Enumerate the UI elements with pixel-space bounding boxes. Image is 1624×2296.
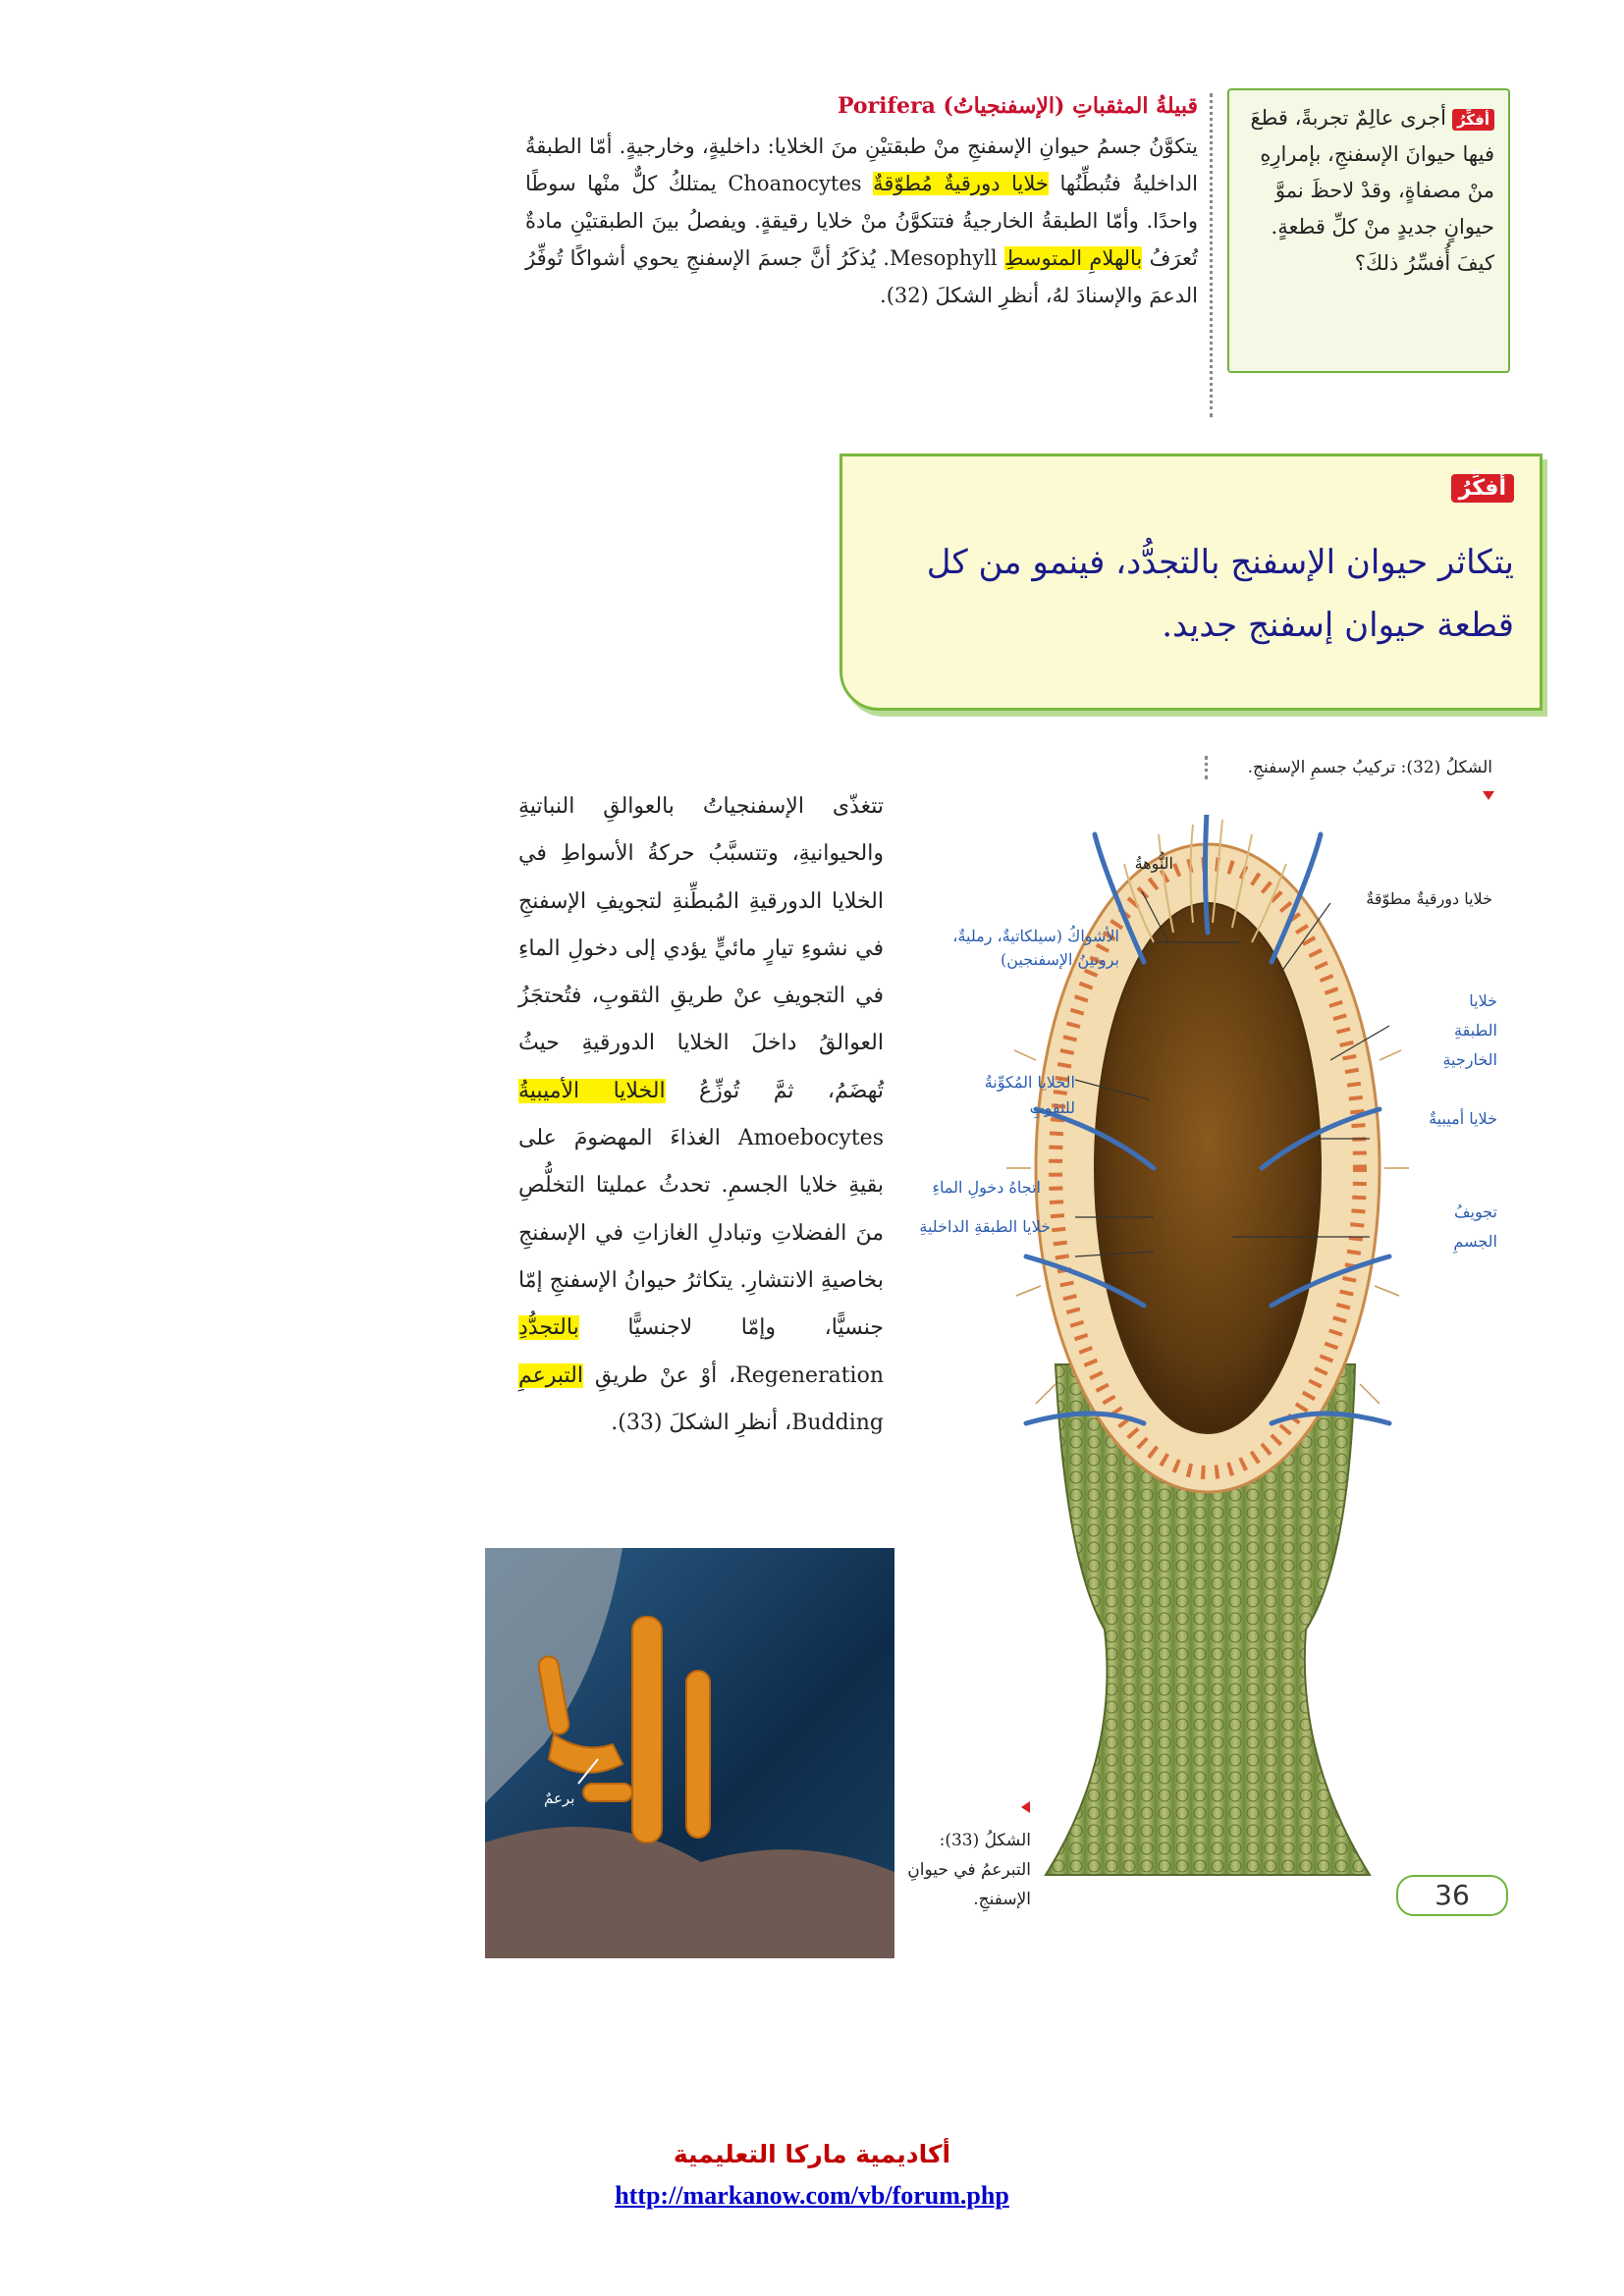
label-water-direction: اتجاهُ دخولِ الماءِ (932, 1178, 1041, 1197)
highlight-budding: التبرعمِ (518, 1362, 583, 1388)
body-text-1: تتغذّى الإسفنجياتُ بالعوالقِ النباتيةِ والحيوانيةِ، وتتسبَّبُ حركةُ الأسواطِ في الخلايا الدورقيةِ المُبطِّنةِ لتجويفِ الإسفنجِ في نشوءِ تيارٍ مائيٍّ يؤدي إلى دخولِ الماءِ في التجويفِ عنْ طريقِ الثقوبِ، فتُحتجَزُ العوالقُ داخلَ الخلايا الدورقيةِ حيثُ تُهضَمُ، ثمَّ تُوزِّعُ (518, 794, 885, 1103)
label-collar-cells: خلايا دورقيةٌ مطوّقةٌ (1366, 889, 1492, 908)
highlight-mesophyll: بالهلامِ المتوسطِ (1003, 246, 1143, 270)
intro-text-2: Choanocytes يمتلكُ كلٌّ منْها سوطًا واحدًا. وأمّا الطبقةُ الخارجيةُ فتتكوَّنُ منْ خلايا رقيقةٍ. ويفصلُ بينَ الطبقتيْنِ مادةٌ تُعرَفُ (525, 172, 1198, 270)
sponge-body-cavity (1095, 903, 1321, 1433)
label-body-cavity: تجويفُ الجسمِ (1453, 1202, 1497, 1251)
body-paragraph (518, 783, 884, 1447)
label-spicules: الأشواكُ (سيلكاتيةٌ، رمليةٌ، بروتينُ الإسفنجين) (952, 927, 1119, 969)
footer-academy-name: أكاديمية ماركا التعليمية (673, 2140, 951, 2168)
footer-link[interactable]: http://markanow.com/vb/forum.php (615, 2181, 1009, 2210)
sponge-budding-photo (485, 1548, 894, 1958)
page-number: 36 (1396, 1875, 1508, 1916)
figure-divider (1205, 756, 1208, 779)
answer-badge: أفكِّرُ (1451, 474, 1514, 503)
think-badge: أفكِّرُ (1452, 109, 1494, 131)
label-osculum: النُّوهةُ (1134, 854, 1173, 873)
body-text-4: Budding، أنظرِ الشكلَ (33). (611, 1410, 884, 1435)
sponge-structure-diagram (908, 815, 1438, 1895)
intro-text-1: يتكوَّنُ جسمُ حيوانِ الإسفنجِ منْ طبقتيْنِ منَ الخلايا: داخليةٍ، وخارجيةٍ. أمّا الطبقةُ الداخليةُ فتُبطِّنُها (525, 134, 1198, 195)
section-title: قبيلةُ المثقباتِ (الإسفنجياتُ) Porifera (837, 93, 1198, 119)
label-amoebocytes: خلايا أميبيةٌ (1429, 1109, 1497, 1128)
highlight-regeneration: بالتجدُّدِ (518, 1315, 579, 1341)
intro-paragraph (525, 128, 1198, 314)
label-inner-layer: خلايا الطبقةِ الداخليةِ (919, 1217, 1051, 1236)
label-outer-layer: خلايا الطبقةِ الخارجيةِ (1442, 991, 1497, 1069)
highlight-amoebocytes: الخلايا الأميبيةُ (518, 1078, 666, 1103)
answer-text: يتكاثر حيوان الإسفنج بالتجدُّد، فينمو من كل قطعة حيوان إسفنج جديد. (926, 543, 1514, 645)
figure-33-caption: الشكلُ (33): التبرعمُ في حيوانِ الإسفنجِ. (907, 1831, 1031, 1909)
caption-marker-icon (1021, 1801, 1030, 1813)
column-divider (1210, 93, 1213, 417)
answer-box (839, 454, 1543, 711)
label-pore-cells: الخلايا المُكوِّنةُ للثقوبِ (984, 1073, 1075, 1117)
figure-32-caption: الشكلُ (32): تركيبُ جسمِ الإسفنجِ. (1247, 758, 1492, 777)
caption-marker-icon (1483, 791, 1494, 800)
bud-label: برعمٌ (544, 1789, 575, 1807)
body-text-3: Regeneration، أوْ عنْ طريقِ (594, 1362, 884, 1388)
highlight-collar-cells: خلايا دورقيةٌ مُطوّقةٌ (873, 172, 1049, 195)
body-text-2: Amoebocytes الغذاءَ المهضومَ على بقيةِ خلايا الجسمِ. تحدثُ عمليتا التخلُّصِ منَ الفضلاتِ وتبادلِ الغازاتِ في الإسفنجِ بخاصيةِ الانتشارِ. يتكاثرُ حيوانُ الإسفنجِ إمّا جنسيًّا، وإمّا لاجنسيًّا (518, 1126, 884, 1341)
think-box (1227, 88, 1510, 373)
intro-text-3: Mesophyll. يُذكَرُ أنَّ جسمَ الإسفنجِ يحوي أشواكًا تُوفِّرُ الدعمَ والإسنادَ لهُ، أنظرِ الشكلَ (32). (525, 246, 1198, 307)
think-box-text: أجرى عالِمٌ تجربةً، قطعَ فيها حيوانَ الإسفنجِ، بإمرارِهِ منْ مصفاةٍ، وقدْ لاحظَ نموَّ حيوانٍ جديدٍ منْ كلِّ قطعةٍ. كيفَ أُفسِّرُ ذلكَ؟ (1250, 106, 1494, 275)
